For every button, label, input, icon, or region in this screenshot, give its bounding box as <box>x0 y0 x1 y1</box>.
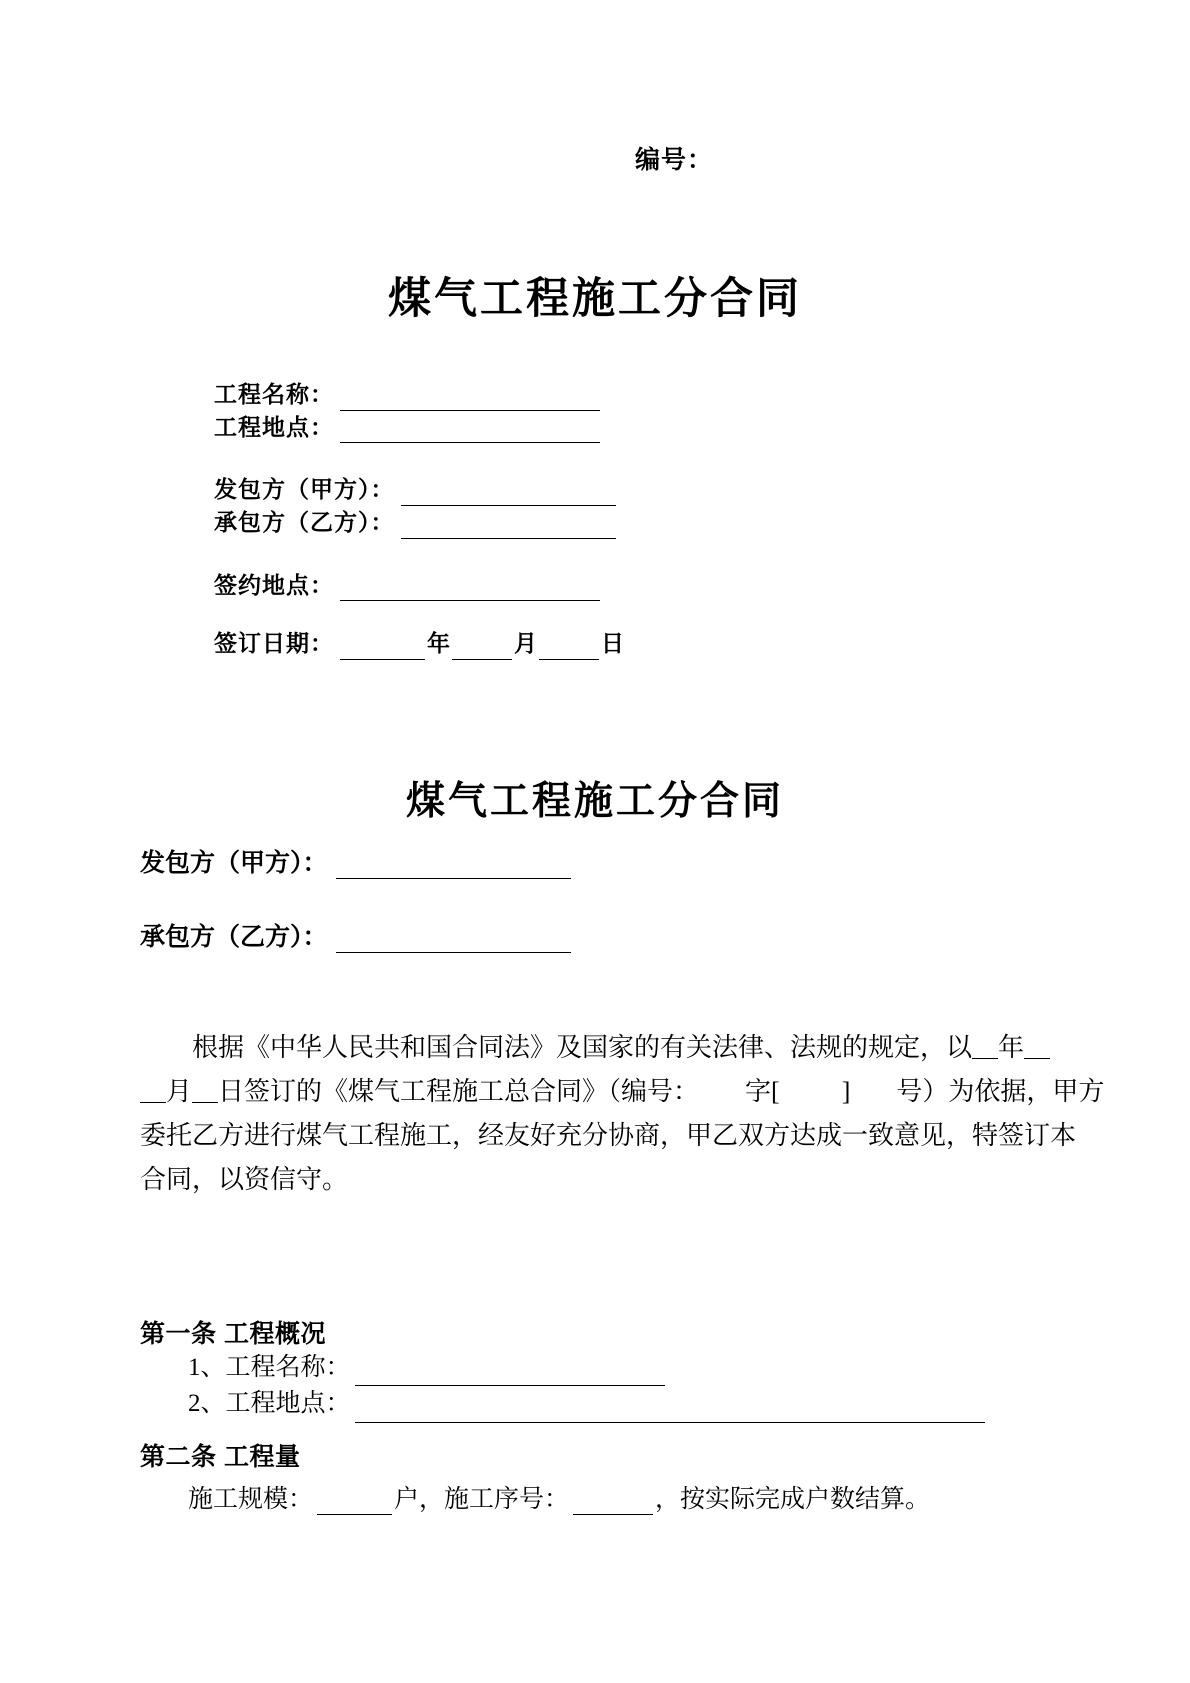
project-name-blank[interactable] <box>340 388 600 411</box>
preamble-month-blank-a[interactable] <box>1024 1058 1050 1059</box>
field-party-a <box>214 473 974 506</box>
document-number-label: 编号： <box>635 146 714 174</box>
field-sign-place <box>214 569 974 602</box>
clause-one-item-2 <box>188 1386 1070 1422</box>
preamble-line-1 <box>140 1026 1055 1070</box>
body-party-a-label: 发包方（甲方）： <box>140 849 328 877</box>
clause-two-scale-line <box>188 1479 1070 1515</box>
preamble-month-unit: 月 <box>166 1077 193 1106</box>
clause-two <box>140 1437 1070 1515</box>
preamble-line-4: 合同，以资信守。 <box>140 1165 349 1194</box>
clause-one <box>140 1314 1070 1423</box>
body-party-b-blank[interactable] <box>336 928 571 953</box>
spacer <box>214 539 974 569</box>
preamble-year-blank[interactable] <box>972 1058 998 1059</box>
party-b-blank[interactable] <box>401 516 616 539</box>
day-unit-label: 日 <box>601 630 624 657</box>
clause-one-item-1-label: 1、工程名称： <box>188 1354 351 1381</box>
field-party-b <box>214 506 974 539</box>
parties-block <box>140 843 1040 991</box>
party-a-label: 发包方（甲方）： <box>214 476 395 503</box>
sign-place-label: 签约地点： <box>214 571 334 598</box>
month-unit-label: 月 <box>514 630 537 657</box>
body-party-a-blank[interactable] <box>336 854 571 879</box>
party-b-label: 承包方（乙方）： <box>214 508 395 535</box>
cover-form <box>214 378 974 660</box>
body-party-a-row <box>140 843 1040 879</box>
preamble-bracket-close: ] <box>841 1077 851 1106</box>
field-sign-date <box>214 627 974 660</box>
clause-two-mid: 户，施工序号： <box>394 1486 570 1513</box>
clause-two-prefix: 施工规模： <box>188 1486 314 1513</box>
clause-one-item-1-blank[interactable] <box>355 1362 665 1386</box>
spacer <box>214 601 974 627</box>
party-a-blank[interactable] <box>401 483 616 506</box>
preamble-line-2 <box>140 1070 1105 1114</box>
sign-date-label: 签订日期： <box>214 630 334 657</box>
preamble-paragraph <box>140 1026 1105 1202</box>
clause-one-item-2-blank[interactable] <box>355 1399 985 1423</box>
preamble-line-3: 委托乙方进行煤气工程施工，经友好充分协商，甲乙双方达成一致意见，特签订本 <box>140 1121 1077 1150</box>
preamble-day-blank[interactable] <box>192 1102 218 1103</box>
body-title: 煤气工程施工分合同 <box>405 780 784 823</box>
cover-title: 煤气工程施工分合同 <box>388 275 802 323</box>
clause-two-heading: 第二条 工程量 <box>140 1443 301 1471</box>
spacer <box>214 443 974 473</box>
preamble-zi-text: 字[ <box>745 1077 780 1106</box>
field-project-site <box>214 411 974 444</box>
project-name-label: 工程名称： <box>214 381 334 407</box>
field-project-name <box>214 378 974 411</box>
clause-one-item-2-label: 2、工程地点： <box>188 1390 351 1418</box>
preamble-hao-text: 号）为依据，甲方 <box>896 1077 1105 1106</box>
preamble-line-1-text: 根据《中华人民共和国合同法》及国家的有关法律、法规的规定，以 <box>192 1033 973 1062</box>
year-unit-label: 年 <box>427 630 450 657</box>
clause-one-heading: 第一条 工程概况 <box>140 1320 326 1348</box>
sign-date-day-blank[interactable] <box>539 637 599 660</box>
body-party-b-row <box>140 917 1040 953</box>
sign-place-blank[interactable] <box>340 578 600 601</box>
sign-date-year-blank[interactable] <box>340 637 425 660</box>
clause-two-sequence-blank[interactable] <box>573 1491 653 1515</box>
sign-date-month-blank[interactable] <box>452 637 512 660</box>
preamble-line-2-text: 日签订的《煤气工程施工总合同》（编号： <box>218 1077 700 1106</box>
project-site-blank[interactable] <box>340 420 600 443</box>
clause-two-suffix: ，按实际完成户数结算。 <box>655 1486 931 1513</box>
clause-one-item-1 <box>188 1350 1070 1386</box>
preamble-month-blank-b[interactable] <box>140 1102 166 1103</box>
project-site-label: 工程地点： <box>214 413 334 440</box>
body-party-b-label: 承包方（乙方）： <box>140 923 328 951</box>
clause-two-scale-blank[interactable] <box>317 1491 392 1515</box>
preamble-year-unit: 年 <box>998 1033 1025 1062</box>
